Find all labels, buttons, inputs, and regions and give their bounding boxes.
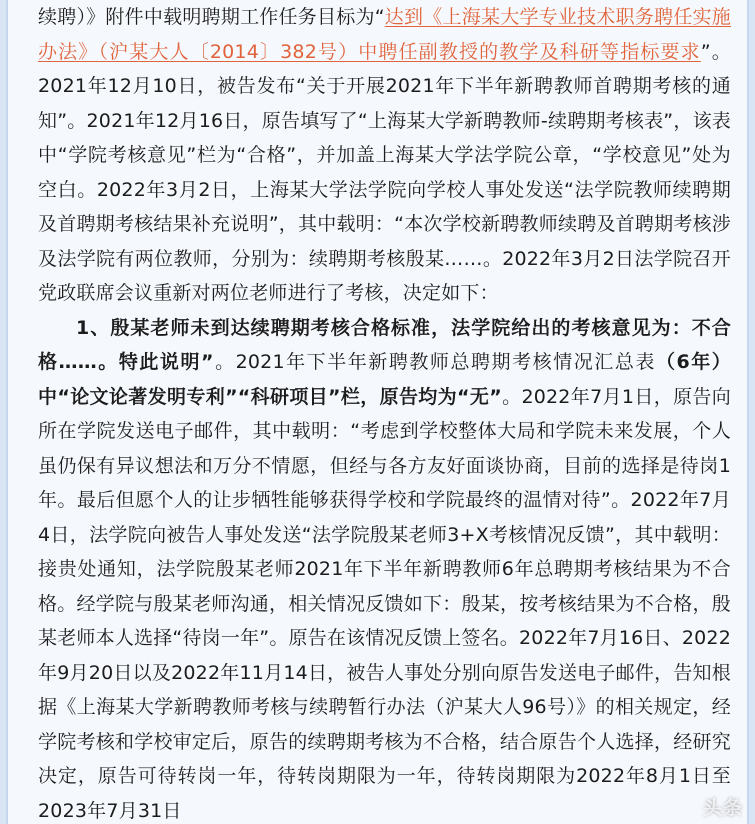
document-body [38, 0, 731, 824]
document-page [6, 0, 749, 824]
bold-text-segment: （6年）中“论文论著发明专利”“科研项目”栏，原告均为“无” [38, 351, 731, 408]
text-segment: 续聘）》附件中载明聘期工作任务目标为“ [38, 6, 385, 28]
highlighted-link-text[interactable]: 达到《上海某大学专业技术职务聘任实施办法》（沪某大人〔2014〕382号）中聘任副教授的教学及科研等指标要求 [38, 6, 731, 63]
watermark-logo: 头条 [702, 797, 743, 819]
text-segment: 。2022年7月1日，原告向所在学院发送电子邮件，其中载明：“考虑到学校整体大局和学院未来发展，个人虽仍保有异议想法和万分不情愿，但经与各方友好面谈协商，目前的选择是待岗1年。最后但愿个人的让步牺牲能够获得学校和学院最终的温情对待”。2022年7月4日，法学院向被告人事处发送“法学院殷某老师3+X考核情况反馈”，其中载明：接贵处通知，法学院殷某老师2021年下半年新聘教师6年总聘期考核结果为不合格。经学院与殷某老师沟通，相关情况反馈如下：殷某，按考核结果为不合格，殷某老师本人选择“待岗一年”。原告在该情况反馈上签名。2022年7月16日、2022年9月20日以及2022年11月14日，被告人事处分别向原告发送电子邮件，告知根据《上海某大学新聘教师考核与续聘暂行办法（沪某大人96号）》的相关规定，经学院考核和学校审定后，原告的续聘期考核为不合格，结合原告个人选择，经研究决定，原告可待转岗一年，待转岗期限为一年，待转岗期限为2022年8月1日至2023年7月31日 [38, 385, 731, 822]
text-segment: ”。2021年12月10日，被告发布“关于开展2021年下半年新聘教师首聘期考核的通知”。2021年12月16日，原告填写了“上海某大学新聘教师-续聘期考核表”，该表中“学院考核意见”栏为“合格”，并加盖上海某大学法学院公章，“学校意见”处为空白。2022年3月2日，上海某大学法学院向学校人事处发送“法学院教师续聘期及首聘期考核结果补充说明”，其中载明：“本次学校新聘教师续聘及首聘期考核涉及法学院有两位教师，分别为：续聘期考核殷某……。2022年3月2日法学院召开党政联席会议重新对两位老师进行了考核，决定如下： [38, 40, 731, 304]
bold-text-segment: 1、殷某老师未到达续聘期考核合格标准，法学院给出的考核意见为：不合格……。特此说明” [38, 316, 731, 373]
text-segment: 。2021年下半年新聘教师总聘期考核情况汇总表 [213, 351, 656, 373]
